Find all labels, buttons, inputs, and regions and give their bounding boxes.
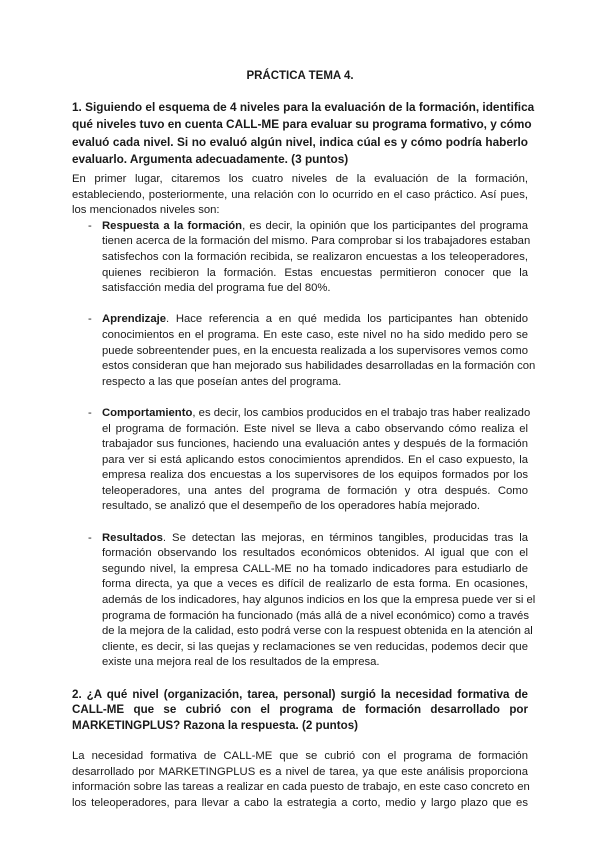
level-line: programa de formación ha funcionado (más allá de a nivel económico) como a través xyxy=(102,609,529,622)
level-item xyxy=(72,312,536,390)
level-text: , es decir, los cambios producidos en el trabajo tras haber realizado xyxy=(192,406,531,419)
intro-paragraph xyxy=(72,172,528,219)
paragraph-line: los mencionados niveles son: xyxy=(72,204,220,217)
level-line: forma directa, ya que a veces es difícil de realizarlo de esta forma. En ocasiones, xyxy=(102,578,528,591)
bullet-dash: - xyxy=(88,406,92,419)
level-line: puede sobreentender pues, en la encuesta realizada a los supervisores vemos como xyxy=(102,344,528,357)
level-line: trabajador sus funciones, haciendo una evaluación antes y después de la formación xyxy=(102,438,528,451)
level-line: además de los indicadores, hay algunos indicios en los que la empresa puede ver si el xyxy=(102,594,536,607)
level-first-line xyxy=(102,531,528,547)
level-line: empresa realiza dos encuestas a los supervisores de los equipos formados por los xyxy=(102,469,528,482)
level-item xyxy=(72,531,536,671)
level-text: . Hace referencia a en qué medida los participantes han obtenido xyxy=(166,313,528,326)
levels-list xyxy=(72,219,536,671)
level-line: respecto a las que poseían antes del programa. xyxy=(102,375,342,388)
level-name: Aprendizaje xyxy=(102,313,167,326)
question-line: evaluarlo. Argumenta adecuadamente. (3 puntos) xyxy=(72,152,349,167)
level-line: formación observando los resultados económicos obtenidos. Al igual que con el xyxy=(102,547,528,560)
paragraph-line: La necesidad formativa de CALL-ME que se cubrió con el programa de formación xyxy=(72,749,528,762)
question-line: evaluó cada nivel. Si no evaluó algún nivel, indica cúal es y cómo podría haberlo xyxy=(72,134,528,149)
answer-1 xyxy=(72,172,536,811)
question-line: 1. Siguiendo el esquema de 4 niveles para la evaluación de la formación, identifica xyxy=(72,100,535,114)
level-line: segundo nivel, la empresa CALL-ME no ha tomado indicadores para estudiarlo de xyxy=(102,562,528,575)
bullet-dash: - xyxy=(88,531,92,544)
paragraph-line: los teleoperadores, para llevar a cabo la estrategia a corto, medio y largo plazo que es xyxy=(72,796,528,809)
level-item xyxy=(72,406,531,515)
paragraph-line: desarrollado por MARKETINGPLUS es a nivel de tarea, ya que este análisis proporciona xyxy=(72,765,528,778)
question-1 xyxy=(72,99,535,169)
level-first-line xyxy=(102,219,528,235)
level-text: . Se detectan las mejoras, en términos tangibles, producidas tras la xyxy=(162,531,528,544)
question-line: MARKETINGPLUS? Razona la respuesta. (2 puntos) xyxy=(72,718,359,732)
paragraph-line: estableciendo, posteriormente, una relación con lo ocurrido en el caso práctico. Así pues, xyxy=(72,188,528,201)
level-line: existe una mejora real de los resultados de la empresa. xyxy=(102,656,380,669)
paragraph-line: información sobre las tareas a realizar en cada puesto de trabajo, en este caso concreto en xyxy=(72,781,530,794)
level-line: el programa de formación. Este nivel se lleva a cabo observando cómo realiza el xyxy=(102,422,528,435)
level-line: resultado, se analizó que el desempeño de los operadores había mejorado. xyxy=(102,500,481,513)
level-line: satisfechos con la formación recibida, se realizaron encuestas a los teleoperadores, xyxy=(102,250,528,263)
level-line: de la mejora de la calidad, esto podrá verse con la respuest obtenida en la atención al xyxy=(102,625,533,638)
level-name: Resultados xyxy=(102,531,163,544)
level-first-line xyxy=(102,312,528,328)
level-line: cliente, es decir, si las quejas y reclamaciones se ven reducidas, podemos decir que xyxy=(102,640,528,653)
level-name: Respuesta a la formación xyxy=(102,219,243,232)
level-line: para ver si está aplicando estos conocimientos aprendidos. En el caso expuesto, la xyxy=(102,453,528,466)
level-item xyxy=(72,219,531,297)
question-line: 2. ¿A qué nivel (organización, tarea, personal) surgió la necesidad formativa de xyxy=(72,687,528,701)
question-line: qué niveles tuvo en cuenta CALL-ME para evaluar su programa formativo, y cómo xyxy=(72,117,532,132)
question-line: CALL-ME que se cubrió con el programa de formación desarrollado por xyxy=(72,703,528,717)
document-title: PRÁCTICA TEMA 4. xyxy=(246,70,354,82)
level-first-line xyxy=(102,406,531,422)
question-2 xyxy=(72,687,528,734)
level-line: tienen acerca de la formación del mismo. Para comprobar si los trabajadores estaban xyxy=(102,235,531,248)
level-line: conocimientos en el programa. En este caso, este nivel no ha sido medido pero se xyxy=(102,328,528,341)
level-line: teleoperadores, una antes del programa de formación y otra después. Como xyxy=(102,484,528,497)
bullet-dash: - xyxy=(88,219,92,232)
paragraph-line: En primer lugar, citaremos los cuatro niveles de la evaluación de la formación, xyxy=(72,173,528,185)
level-text: , es decir, la opinión que los participantes del programa xyxy=(242,219,528,232)
level-line: estos consideran que han mejorado sus habilidades desarrolladas en la formación con xyxy=(102,360,536,373)
bullet-dash: - xyxy=(88,313,92,326)
level-name: Comportamiento xyxy=(102,406,193,419)
level-line: quienes recibieron la formación. Estas encuestas permitieron conocer que la xyxy=(102,266,528,279)
level-line: satisfacción media del programa fue del 80%. xyxy=(102,282,331,295)
answer-2 xyxy=(72,749,528,811)
